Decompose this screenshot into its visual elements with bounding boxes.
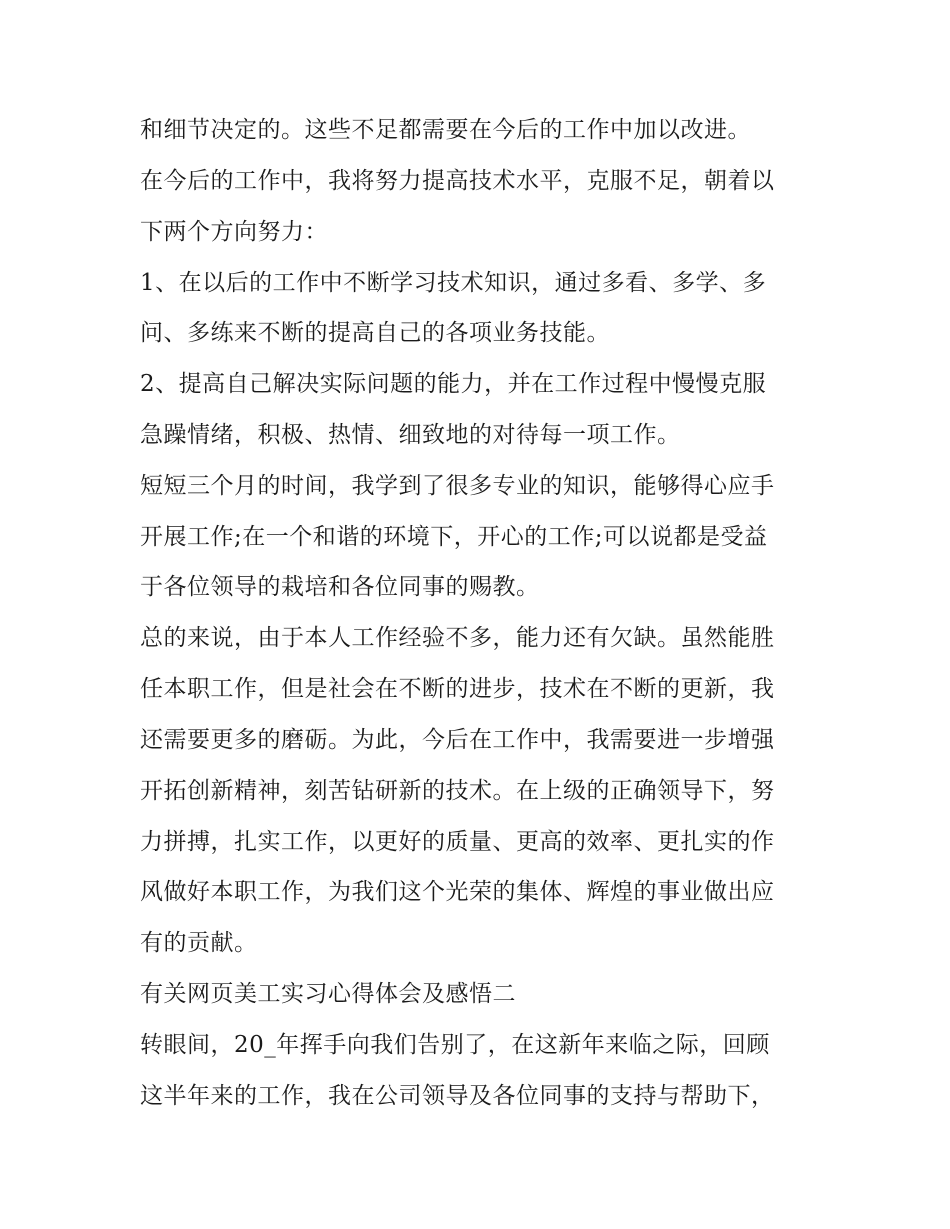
text-line: 1、在以后的工作中不断学习技术知识，通过多看、多学、多 [140,270,767,296]
text-line: 力拼搏，扎实工作，以更好的质量、更高的效率、更扎实的作 [140,829,775,855]
text-line: 2、提高自己解决实际问题的能力，并在工作过程中慢慢克服 [140,371,767,397]
text-line: 问、多练来不断的提高自己的各项业务技能。 [140,320,610,346]
text-line: 这半年来的工作，我在公司领导及各位同事的支持与帮助下， [140,1083,775,1109]
text-line: 有的贡献。 [140,930,258,956]
text-line: 于各位领导的栽培和各位同事的赐教。 [140,574,540,600]
text-line: 和细节决定的。这些不足都需要在今后的工作中加以改进。 [140,117,751,143]
text-line: 开拓创新精神，刻苦钻研新的技术。在上级的正确领导下，努 [140,778,775,804]
text-line: 总的来说，由于本人工作经验不多，能力还有欠缺。虽然能胜 [140,625,775,651]
text-line: 任本职工作，但是社会在不断的进步，技术在不断的更新，我 [140,676,775,702]
text-line: 转眼间，20_年挥手向我们告别了，在这新年来临之际，回顾 [140,1032,770,1058]
text-line: 短短三个月的时间，我学到了很多专业的知识，能够得心应手 [140,473,775,499]
text-line: 在今后的工作中，我将努力提高技术水平，克服不足，朝着以 [140,168,775,194]
section-heading: 有关网页美工实习心得体会及感悟二 [140,981,516,1007]
text-line: 风做好本职工作，为我们这个光荣的集体、辉煌的事业做出应 [140,879,775,905]
text-line: 急躁情绪，积极、热情、细致地的对待每一项工作。 [140,422,681,448]
text-line: 下两个方向努力： [140,219,328,245]
text-line: 还需要更多的磨砺。为此，今后在工作中，我需要进一步增强 [140,727,775,753]
text-line: 开展工作;在一个和谐的环境下，开心的工作;可以说都是受益 [140,524,768,550]
